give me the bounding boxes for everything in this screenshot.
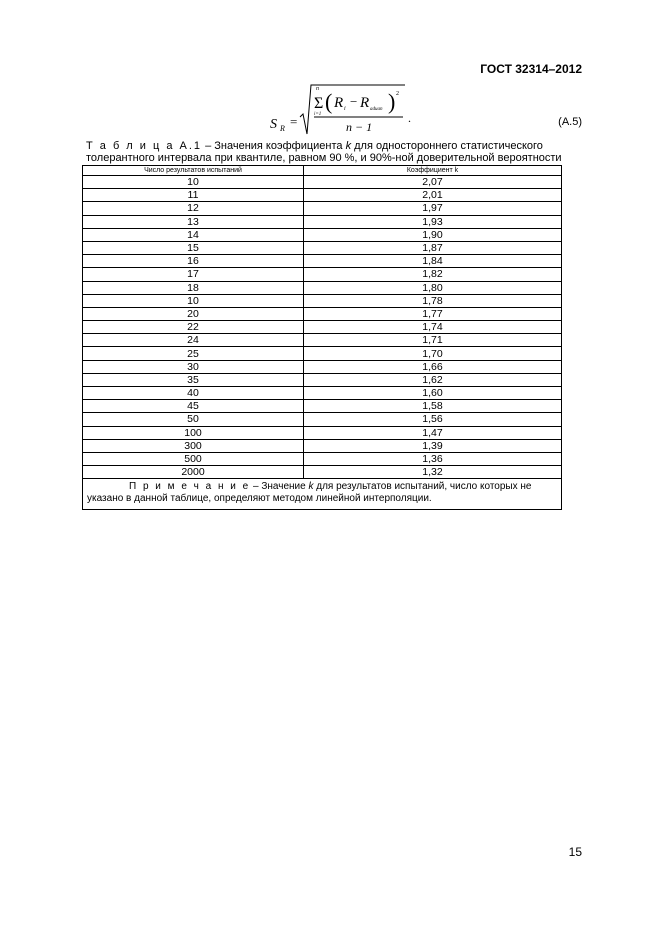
cell-coefficient: 1,82	[304, 268, 562, 281]
table-row	[83, 334, 562, 347]
table-row	[83, 400, 562, 413]
column-header-count: Число результатов испытаний	[83, 166, 304, 176]
table-row	[83, 255, 562, 268]
column-header-coefficient: Коэффициент k	[304, 166, 562, 176]
cell-coefficient: 1,60	[304, 387, 562, 400]
cell-coefficient: 1,70	[304, 347, 562, 360]
cell-coefficient: 2,01	[304, 189, 562, 202]
caption-lead: Т а б л и ц а А.1	[86, 140, 203, 152]
svg-text:=: =	[290, 114, 298, 129]
note-text-rest: для результатов испытаний, число которых не указано в данной таблице, определяют методом линейной интерполяции.	[87, 481, 532, 505]
table-row	[83, 189, 562, 202]
caption-text-rest: для одностороннего статистического толерантного интервала при квантиле, равном 90 %, и 90%-ной доверительной вероятности	[86, 140, 562, 164]
table-row	[83, 413, 562, 426]
table-row	[83, 439, 562, 452]
term-avg-sub: aduan	[370, 107, 383, 112]
cell-coefficient: 1,66	[304, 360, 562, 373]
coefficient-table	[82, 165, 562, 510]
cell-coefficient: 1,56	[304, 413, 562, 426]
table-caption	[86, 140, 586, 164]
table-row	[83, 176, 562, 189]
cell-test-count: 13	[83, 215, 304, 228]
cell-coefficient: 1,87	[304, 241, 562, 254]
formula-trailing: .	[408, 111, 411, 125]
note-text: – Значение	[250, 481, 309, 493]
equation-number: (A.5)	[558, 116, 582, 128]
cell-test-count: 40	[83, 387, 304, 400]
sum-upper: n	[316, 86, 319, 92]
cell-coefficient: 1,80	[304, 281, 562, 294]
denominator: n − 1	[346, 120, 373, 134]
sum-lower: i=1	[314, 112, 322, 117]
svg-text:−: −	[350, 94, 358, 109]
power: 2	[396, 91, 399, 97]
cell-test-count: 24	[83, 334, 304, 347]
cell-test-count: 30	[83, 360, 304, 373]
cell-test-count: 10	[83, 176, 304, 189]
table-row	[83, 360, 562, 373]
cell-test-count: 10	[83, 294, 304, 307]
cell-coefficient: 1,62	[304, 373, 562, 386]
cell-coefficient: 1,71	[304, 334, 562, 347]
table-row	[83, 241, 562, 254]
cell-coefficient: 1,36	[304, 452, 562, 465]
cell-coefficient: 1,90	[304, 228, 562, 241]
cell-coefficient: 1,77	[304, 307, 562, 320]
table-row	[83, 281, 562, 294]
cell-coefficient: 1,74	[304, 321, 562, 334]
cell-coefficient: 1,32	[304, 466, 562, 479]
page-number: 15	[568, 845, 582, 859]
svg-text:): )	[388, 89, 396, 114]
cell-test-count: 15	[83, 241, 304, 254]
table-row	[83, 321, 562, 334]
standard-number: ГОСТ 32314–2012	[480, 62, 582, 76]
cell-test-count: 11	[83, 189, 304, 202]
note-lead: П р и м е ч а н и е	[129, 481, 251, 493]
cell-test-count: 18	[83, 281, 304, 294]
svg-text:Σ: Σ	[314, 95, 324, 112]
cell-test-count: 12	[83, 202, 304, 215]
cell-coefficient: 1,84	[304, 255, 562, 268]
svg-text:(: (	[325, 89, 333, 114]
formula-lhs: S	[270, 117, 277, 132]
cell-test-count: 100	[83, 426, 304, 439]
cell-coefficient: 1,97	[304, 202, 562, 215]
cell-test-count: 2000	[83, 466, 304, 479]
table-body	[83, 176, 562, 479]
note-k: k	[308, 481, 314, 493]
formula-a5	[270, 84, 420, 136]
cell-coefficient: 1,93	[304, 215, 562, 228]
table-note	[83, 479, 562, 510]
cell-test-count: 500	[83, 452, 304, 465]
table-row	[83, 426, 562, 439]
cell-test-count: 17	[83, 268, 304, 281]
table-row	[83, 387, 562, 400]
term-avg: R	[360, 95, 370, 111]
cell-coefficient: 2,07	[304, 176, 562, 189]
table-row	[83, 347, 562, 360]
term-r: R	[334, 95, 344, 111]
table-row	[83, 215, 562, 228]
cell-test-count: 25	[83, 347, 304, 360]
cell-test-count: 14	[83, 228, 304, 241]
table-row	[83, 228, 562, 241]
cell-coefficient: 1,58	[304, 400, 562, 413]
term-r-sub: i	[344, 106, 346, 112]
cell-test-count: 300	[83, 439, 304, 452]
table-row	[83, 307, 562, 320]
table-row	[83, 268, 562, 281]
formula-lhs-sub: R	[280, 124, 285, 133]
caption-k: k	[345, 140, 352, 152]
cell-test-count: 22	[83, 321, 304, 334]
caption-text: – Значения коэффициента	[202, 140, 346, 152]
table-row	[83, 452, 562, 465]
cell-test-count: 20	[83, 307, 304, 320]
table-row	[83, 202, 562, 215]
table-row	[83, 466, 562, 479]
cell-test-count: 16	[83, 255, 304, 268]
cell-test-count: 35	[83, 373, 304, 386]
cell-coefficient: 1,39	[304, 439, 562, 452]
cell-test-count: 50	[83, 413, 304, 426]
cell-coefficient: 1,47	[304, 426, 562, 439]
table-row	[83, 373, 562, 386]
cell-coefficient: 1,78	[304, 294, 562, 307]
table-row	[83, 294, 562, 307]
cell-test-count: 45	[83, 400, 304, 413]
